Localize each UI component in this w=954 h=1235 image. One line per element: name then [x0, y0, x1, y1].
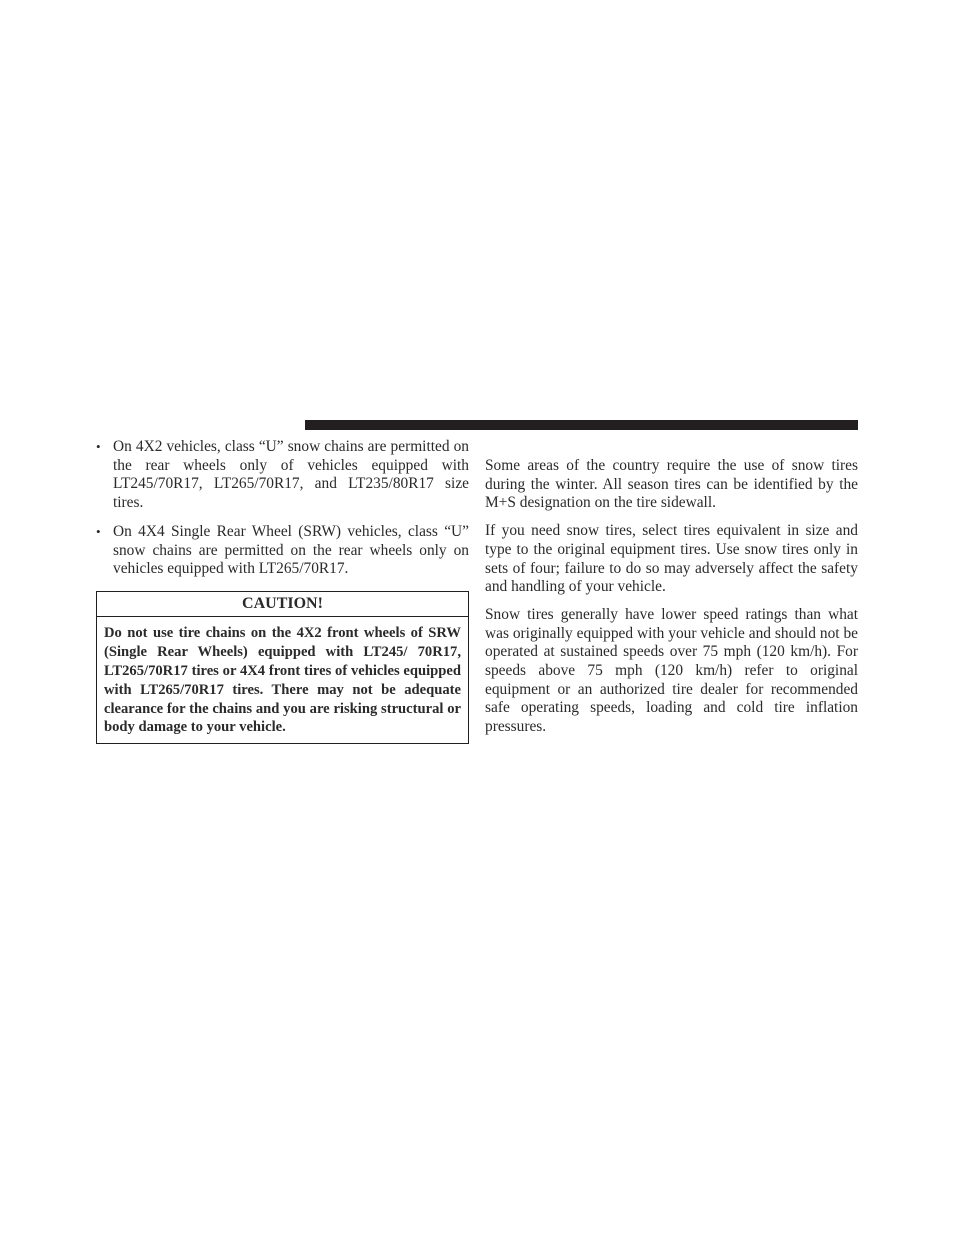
caution-box: [96, 591, 469, 744]
bullet-marker: •: [96, 523, 101, 539]
bullet-item-4x4-srw-chains: [96, 523, 469, 579]
paragraph-select-snow-tires: If you need snow tires, select tires equivalent in size and type to the original equipment tires. Use snow tires only in sets of four; failure to do so may adversely affect the safety and handling of your vehicle.: [485, 522, 858, 596]
bullet-item-4x2-chains: [96, 438, 469, 513]
paragraph-snow-tires-regions: Some areas of the country require the use of snow tires during the winter. All season tires can be identified by the M+S designation on the tire sidewall.: [485, 457, 858, 512]
bullet-marker: •: [96, 439, 101, 454]
caution-body: Do not use tire chains on the 4X2 front wheels of SRW (Single Rear Wheels) equipped with LT245/ 70R17, LT265/70R17 tires or 4X4 front tires of vehicles equipped with LT265/70R17 tires. There may not be adequate clearance for the chains and you are risking structural or body damage to your vehicle.: [104, 624, 461, 736]
section-header-bar: [305, 420, 858, 430]
bullet-text: On 4X4 Single Rear Wheel (SRW) vehicles, class “U” snow chains are permitted on the rear wheels only on vehicles equipped with LT265/70R17.: [113, 522, 469, 578]
right-column: [485, 457, 858, 746]
bullet-text: On 4X2 vehicles, class “U” snow chains are permitted on the rear wheels only of vehicles equipped with LT245/70R17, LT265/70R17, and LT235/80R17 size tires.: [113, 438, 469, 512]
paragraph-speed-ratings: Snow tires generally have lower speed ratings than what was originally equipped with your vehicle and should not be operated at sustained speeds over 75 mph (120 km/h). For speeds above 75 mph (120 km/h) refer to original equipment or an authorized tire dealer for recommended safe operating speeds, loading and cold tire inflation pressures.: [485, 605, 858, 736]
left-column: [96, 438, 469, 744]
caution-title: CAUTION!: [97, 592, 468, 617]
